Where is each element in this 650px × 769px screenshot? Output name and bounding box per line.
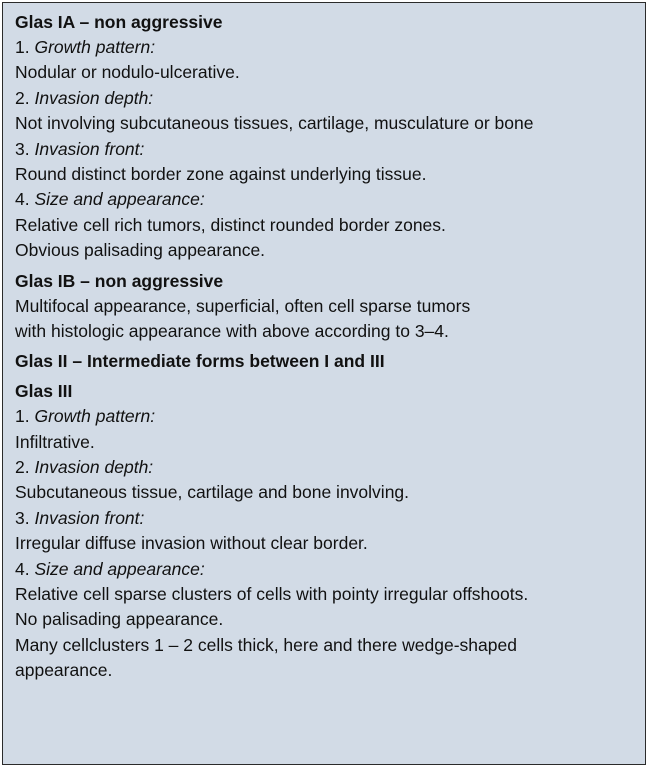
classification-content (15, 9, 641, 684)
criterion-number: 3. (15, 138, 35, 159)
criterion-text: Many cellclusters 1 – 2 cells thick, here and there wedge-shaped (15, 634, 517, 655)
criterion-number: 4. (15, 189, 35, 210)
criterion-number: 1. (15, 37, 35, 57)
criterion-text: with histologic appearance with above according to 3–4. (15, 320, 449, 341)
criterion-name: Growth pattern: (34, 406, 156, 427)
criterion-name: Invasion depth: (34, 457, 154, 478)
criterion-number: 1. (15, 406, 35, 427)
criterion-name: Growth pattern: (34, 37, 156, 57)
criterion-label (15, 557, 641, 582)
criterion-text: Multifocal appearance, superficial, often cell sparse tumors (15, 295, 471, 316)
criterion-text: Irregular diffuse invasion without clear border. (15, 533, 368, 554)
grade-section (15, 348, 641, 374)
criterion-number: 4. (15, 558, 35, 579)
grade-heading: Glas IA – non aggressive (15, 12, 223, 32)
criterion-text: No palisading appearance. (15, 609, 224, 630)
criterion-label (15, 86, 641, 111)
criterion-text: Relative cell rich tumors, distinct rounded border zones. (15, 214, 446, 235)
grade-heading: Glas II – Intermediate forms between I and III (15, 351, 385, 372)
criterion-number: 2. (15, 457, 35, 478)
grade-section (15, 9, 641, 264)
criterion-label (15, 137, 641, 162)
criterion-name: Invasion front: (34, 507, 145, 528)
grade-section (15, 268, 641, 345)
criterion-number: 3. (15, 507, 35, 528)
criterion-text: Round distinct border zone against underlying tissue. (15, 163, 427, 184)
criterion-label (15, 506, 641, 531)
criterion-label (15, 455, 641, 480)
criterion-name: Size and appearance: (34, 558, 205, 579)
criterion-name: Invasion front: (34, 138, 145, 159)
criterion-label (15, 404, 641, 429)
criterion-label (15, 35, 641, 60)
criterion-text: Not involving subcutaneous tissues, cartilage, musculature or bone (15, 113, 534, 134)
criterion-text: Subcutaneous tissue, cartilage and bone involving. (15, 482, 410, 503)
criterion-text: Relative cell sparse clusters of cells with pointy irregular offshoots. (15, 584, 529, 605)
grade-section (15, 378, 641, 683)
criterion-number: 2. (15, 87, 35, 108)
grade-heading: Glas IB – non aggressive (15, 270, 224, 291)
criterion-text: Obvious palisading appearance. (15, 240, 266, 261)
criterion-text: Infiltrative. (15, 431, 95, 452)
criterion-label (15, 187, 641, 212)
criterion-name: Invasion depth: (34, 87, 154, 108)
grade-heading: Glas III (15, 381, 73, 402)
criterion-text: appearance. (15, 660, 113, 681)
criterion-name: Size and appearance: (34, 189, 205, 210)
classification-box (2, 2, 646, 765)
criterion-text: Nodular or nodulo-ulcerative. (15, 62, 240, 83)
